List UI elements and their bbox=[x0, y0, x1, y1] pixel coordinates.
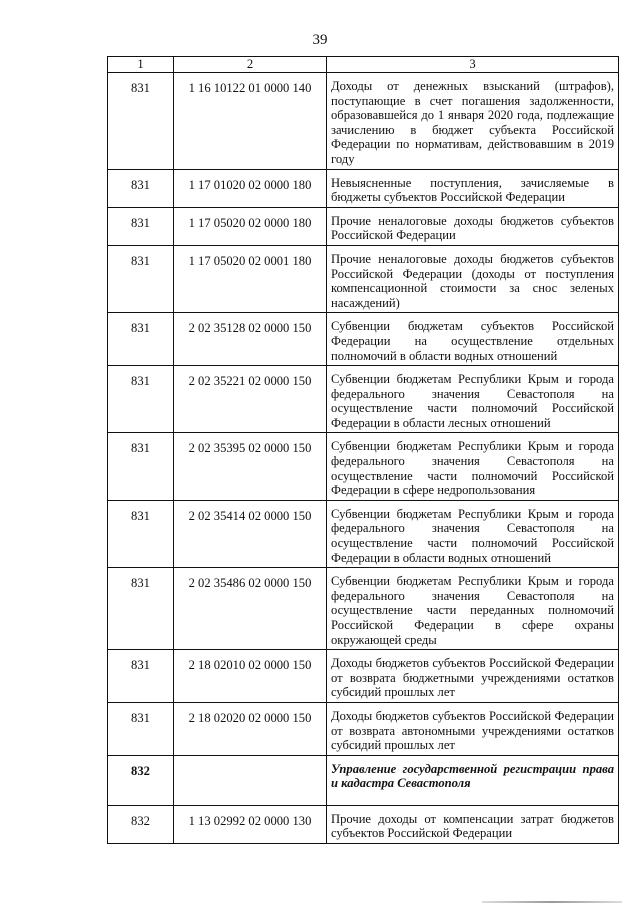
revenue-code-cell: 2 02 35221 02 0000 150 bbox=[174, 366, 327, 433]
revenue-code-cell: 1 16 10122 01 0000 140 bbox=[174, 73, 327, 170]
revenue-code-cell: 2 18 02020 02 0000 150 bbox=[174, 702, 327, 755]
table-row bbox=[108, 702, 619, 755]
admin-code-cell: 831 bbox=[108, 433, 174, 500]
revenue-description-cell: Невыясненные поступления, зачисляемые в бюджеты субъектов Российской Федерации bbox=[327, 169, 619, 207]
revenue-code-cell: 2 02 35414 02 0000 150 bbox=[174, 500, 327, 567]
revenue-description-cell: Субвенции бюджетам субъектов Российской Федерации на осуществление отдельных полномочий в области водных отношений bbox=[327, 313, 619, 366]
admin-code-cell: 832 bbox=[108, 755, 174, 805]
table-row bbox=[108, 169, 619, 207]
admin-code-cell: 831 bbox=[108, 702, 174, 755]
page-number: 39 bbox=[312, 32, 328, 48]
admin-code-cell: 831 bbox=[108, 650, 174, 703]
table-row bbox=[108, 313, 619, 366]
revenue-description-cell: Управление государственной регистрации права и кадастра Севастополя bbox=[327, 755, 619, 805]
revenue-code-cell: 1 17 05020 02 0001 180 bbox=[174, 245, 327, 312]
admin-code-cell: 831 bbox=[108, 500, 174, 567]
table-row bbox=[108, 73, 619, 170]
revenue-description-cell: Субвенции бюджетам Республики Крым и города федерального значения Севастополя на осуществление части полномочий Российской Федерации в области лесных отношений bbox=[327, 366, 619, 433]
revenue-code-cell: 1 13 02992 02 0000 130 bbox=[174, 805, 327, 843]
revenue-code-cell: 1 17 01020 02 0000 180 bbox=[174, 169, 327, 207]
table-row bbox=[108, 500, 619, 567]
revenue-description-cell: Субвенции бюджетам Республики Крым и города федерального значения Севастополя на осуществление части переданных полномочий Российской Федерации в сфере охраны окружающей среды bbox=[327, 568, 619, 650]
admin-code-cell: 831 bbox=[108, 169, 174, 207]
table-header-row bbox=[108, 57, 619, 73]
table-row bbox=[108, 433, 619, 500]
table-row bbox=[108, 650, 619, 703]
table-row bbox=[108, 366, 619, 433]
table-row bbox=[108, 755, 619, 805]
admin-code-cell: 831 bbox=[108, 366, 174, 433]
revenue-description-cell: Субвенции бюджетам Республики Крым и города федерального значения Севастополя на осуществление части полномочий Российской Федерации в сфере недропользования bbox=[327, 433, 619, 500]
revenue-code-cell: 2 18 02010 02 0000 150 bbox=[174, 650, 327, 703]
revenue-code-cell: 2 02 35395 02 0000 150 bbox=[174, 433, 327, 500]
table-row bbox=[108, 207, 619, 245]
revenue-description-cell: Доходы от денежных взысканий (штрафов), поступающие в счет погашения задолженности, образовавшейся до 1 января 2020 года, подлежащие зачислению в бюджет субъекта Российской Федерации по нормативам, действовавшим в 2019 году bbox=[327, 73, 619, 170]
column-header-1: 1 bbox=[108, 57, 174, 73]
table-row bbox=[108, 568, 619, 650]
revenue-description-cell: Доходы бюджетов субъектов Российской Федерации от возврата бюджетными учреждениями остатков субсидий прошлых лет bbox=[327, 650, 619, 703]
admin-code-cell: 831 bbox=[108, 207, 174, 245]
admin-code-cell: 831 bbox=[108, 73, 174, 170]
admin-code-cell: 831 bbox=[108, 568, 174, 650]
revenue-description-cell: Прочие неналоговые доходы бюджетов субъектов Российской Федерации bbox=[327, 207, 619, 245]
table-row bbox=[108, 805, 619, 843]
revenue-code-cell: 1 17 05020 02 0000 180 bbox=[174, 207, 327, 245]
table-row bbox=[108, 245, 619, 312]
admin-code-cell: 831 bbox=[108, 313, 174, 366]
admin-code-cell: 831 bbox=[108, 245, 174, 312]
admin-code-cell: 832 bbox=[108, 805, 174, 843]
revenue-description-cell: Прочие неналоговые доходы бюджетов субъектов Российской Федерации (доходы от поступления компенсационной стоимости за снос зеленых насаждений) bbox=[327, 245, 619, 312]
revenue-code-cell bbox=[174, 755, 327, 805]
revenue-description-cell: Субвенции бюджетам Республики Крым и города федерального значения Севастополя на осуществление части полномочий Российской Федерации в области водных отношений bbox=[327, 500, 619, 567]
column-header-3: 3 bbox=[327, 57, 619, 73]
column-header-2: 2 bbox=[174, 57, 327, 73]
scan-artifact bbox=[482, 901, 622, 903]
revenue-code-cell: 2 02 35486 02 0000 150 bbox=[174, 568, 327, 650]
revenue-description-cell: Прочие доходы от компенсации затрат бюджетов субъектов Российской Федерации bbox=[327, 805, 619, 843]
revenue-description-cell: Доходы бюджетов субъектов Российской Федерации от возврата автономными учреждениями остатков субсидий прошлых лет bbox=[327, 702, 619, 755]
budget-revenue-table bbox=[107, 56, 619, 844]
revenue-code-cell: 2 02 35128 02 0000 150 bbox=[174, 313, 327, 366]
